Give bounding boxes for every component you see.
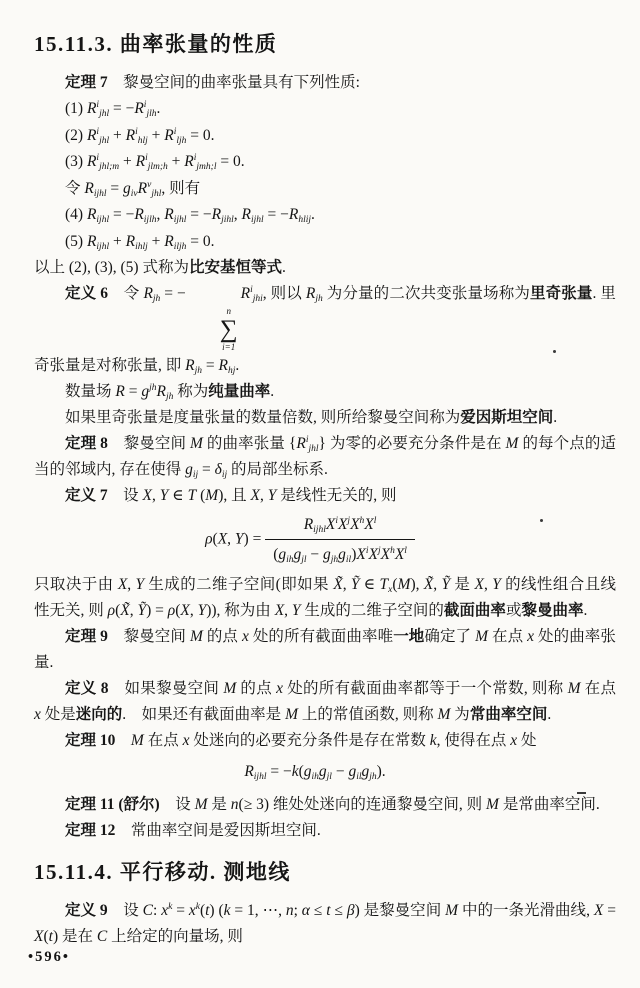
fraction-numerator: $R_{ijhl}X^iX^jX^hX^l$ [265,513,415,540]
section-heading-15-11-4: 15.11.4. 平行移动. 测地线 [34,860,291,885]
theorem-10-intro: 定理 10 M 在点 x 处迷向的必要充分条件是存在常数 k, 使得在点 x 处 [65,732,537,750]
definition-8-isotropic: 定义 8 如果黎曼空间 M 的点 x 处的所有截面曲率都等于一个常数, 则称 M 在点 x 处是迷向的. 如果还有截面曲率是 M 上的常值函数, 则称 M 为常曲率空间. [34,680,616,724]
sectional-curvature-formula [34,513,586,567]
formula-fraction [265,513,415,567]
formula-lhs: ρ(X, Y) = [205,529,266,547]
definition-7-continuation: 只取决于由 X, Y 生成的二维子空间(即如果 X̃, Ỹ ∈ $T_x(M)$, X̃, Ỹ 是 X, Y 的线性组合且线性无关, 则 ρ(X̃, Ỹ) = ρ(X, Y)), 称为由 X, Y 生成的二维子空间的截面曲率或黎曼曲率. [34,576,617,620]
page-number: •596• [28,949,70,965]
theorem-7-property-5: (5) $R_{ijhl} + R_{ihlj} + R_{iljh} = 0$. [65,232,215,252]
definition-9-curve: 定义 9 设 C: $x^k = x^k(t) (k = 1$, ⋯, n; α ≤ t ≤ β) 是黎曼空间 M 中的一条光滑曲线, X = X(t) 是在 C 上给定的向量场, 则 [34,902,616,946]
scan-artifact [540,519,543,522]
theorem-11-schur: 定理 11 (舒尔) 设 M 是 n(≥ 3) 维处处迷向的连通黎曼空间, 则 M 是常曲率空间. [65,796,600,814]
section-heading-15-11-3: 15.11.3. 曲率张量的性质 [34,32,278,56]
scalar-curvature-note: 数量场 $R = g^{jh}R_{jh}$ 称为纯量曲率. [65,382,275,402]
theorem-7-lowered-tensor-definition: 令 $R_{ijhl} = g_{iv}R^v_{jhl}$, 则有 [65,179,201,199]
theorem-12: 定理 12 常曲率空间是爱因斯坦空间. [65,822,321,840]
definition-7-intro: 定义 7 设 X, Y ∈ T (M), 且 X, Y 是线性无关的, 则 [65,486,397,504]
theorem-7-intro: 定理 7 黎曼空间的曲率张量具有下列性质: [65,74,360,91]
theorem-7-property-3: (3) $R^i_{jhl;m} + R^i_{jlm;h} + R^i_{jmh;l} = 0$. [65,153,245,172]
einstein-space-note: 如果里奇张量是度量张量的数量倍数, 则所给黎曼空间称为爱因斯坦空间. [65,408,558,426]
bianchi-identity-note: 以上 (2), (3), (5) 式称为比安基恒等式. [34,259,286,276]
theorem-9: 定理 9 黎曼空间 M 的点 x 处的所有截面曲率唯一地确定了 M 在点 x 处的曲率张量. [34,628,616,672]
scan-artifact [553,350,556,353]
scan-artifact [577,792,586,794]
fraction-denominator: $(g_{ih}g_{jl} - g_{jh}g_{il})X^iX^jX^hX^l$ [273,545,407,565]
theorem-10-formula: $R_{ijhl} = -k(g_{ih}g_{jl} - g_{il}g_{jh})$. [244,763,386,783]
definition-6-ricci-tensor: 定义 6 令 $R_{jh}$ = − n ∑ i=1 $R^i_{jhi}$, 则以 $R_{jh}$ 为分量的二次共变张量场称为里奇张量. 里奇张量是对称张量, 即 $R_{jh} = R_{hj}$. [34,285,616,376]
theorem-7-property-1: (1) $R^i_{jhl} = -R^i_{jlh}$. [65,100,161,119]
theorem-7-property-2: (2) $R^i_{jhl} + R^i_{hlj} + R^i_{ljh} = 0$. [65,126,215,146]
theorem-8: 定理 8 黎曼空间 M 的曲率张量 $\{R^i_{jhl}\}$ 为零的必要充分条件是在 M 的每个点的适当的邻域内, 存在使得 $g_{ij} = \delta_{ij}$ 的局部坐标系. [34,434,616,480]
theorem-7-property-4: (4) $R_{ijhl} = -R_{ijlh}$, $R_{ijhl} = -R_{jihl}$, $R_{ijhl} = -R_{hlij}$. [65,206,315,225]
